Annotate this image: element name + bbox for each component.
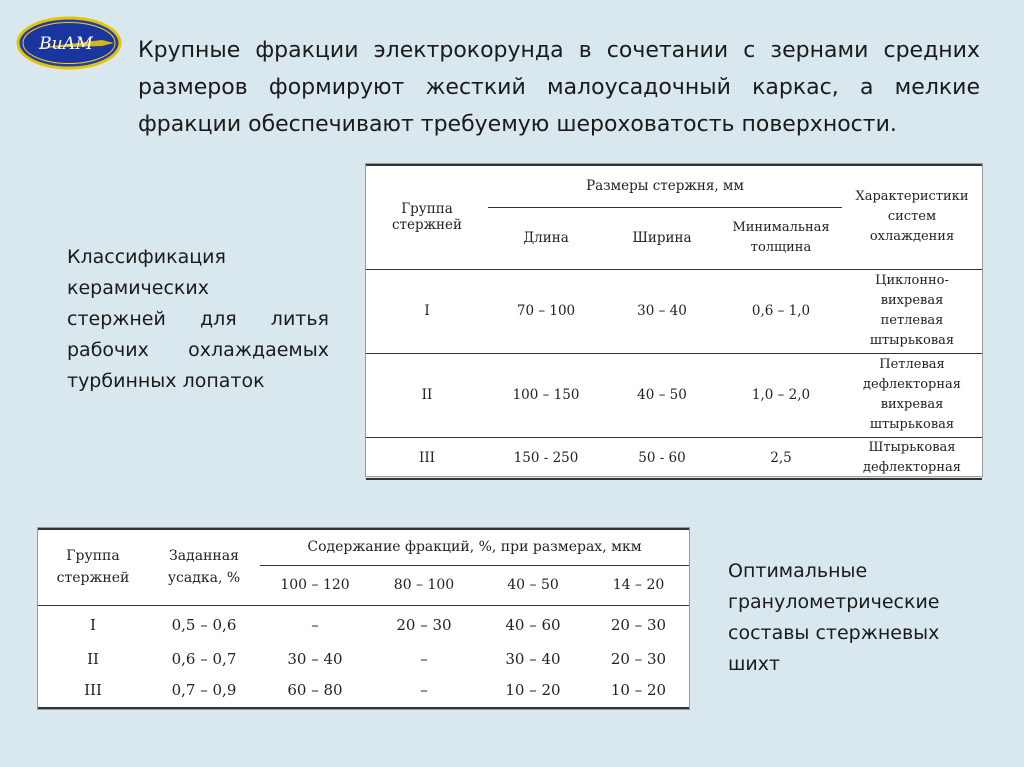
table-row — [38, 605, 689, 643]
fraction-cell: 40 – 60 — [505, 615, 561, 634]
table-row — [38, 644, 689, 674]
group-header: Группа стержней — [366, 165, 488, 269]
fraction-cell: 10 – 20 — [588, 674, 689, 708]
sizes-header: Размеры стержня, мм — [488, 165, 842, 207]
right-caption-line: шихт — [728, 653, 781, 675]
group-cell: II — [366, 353, 488, 437]
shrink-header: Заданная усадка, % — [148, 529, 260, 605]
thickness-cell: 1,0 – 2,0 — [720, 353, 842, 437]
thickness-cell: 2,5 — [720, 437, 842, 479]
cooling-cell: Петлевая дефлекторная вихревая штырьковая — [842, 353, 982, 437]
length-header: Длина — [488, 207, 604, 269]
fraction-cell: – — [311, 615, 319, 634]
fraction-cell: 60 – 80 — [260, 674, 370, 708]
thickness-header: Минимальная толщина — [720, 207, 842, 269]
fraction-cell: 20 – 30 — [610, 649, 667, 668]
size-header: 14 – 20 — [588, 565, 689, 605]
width-header: Ширина — [604, 207, 720, 269]
left-caption — [67, 242, 329, 397]
left-caption-line: рабочих охлаждаемых — [67, 339, 329, 361]
group-cell: II — [87, 649, 99, 668]
fraction-cell: 10 – 20 — [478, 674, 588, 708]
fraction-cell: 20 – 30 — [610, 615, 667, 634]
right-caption-line: гранулометрические — [728, 591, 940, 613]
length-cell: 70 – 100 — [488, 269, 604, 353]
fraction-cell: 30 – 40 — [505, 649, 561, 668]
shrink-cell: 0,5 – 0,6 — [171, 615, 237, 634]
right-caption-line: Оптимальные — [728, 560, 868, 582]
slide-title: Крупные фракции электрокорунда в сочетании с зернами средних размеров формируют жесткий малоусадочный каркас, а мелкие фракции обеспечивают требуемую шероховатость поверхности. — [138, 38, 980, 137]
table-row — [38, 674, 689, 708]
cooling-header: Характеристики систем охлаждения — [842, 165, 982, 269]
right-caption-line: составы стержневых — [728, 622, 940, 644]
logo-text: ВиАМ — [39, 34, 93, 54]
cooling-cell: Циклонно- вихревая петлевая штырьковая — [842, 269, 982, 353]
left-caption-line: стержней для литья — [67, 308, 329, 330]
thickness-cell: 0,6 – 1,0 — [720, 269, 842, 353]
fraction-cell: 20 – 30 — [396, 615, 452, 634]
fraction-cell: 30 – 40 — [287, 649, 343, 668]
size-header: 40 – 50 — [478, 565, 588, 605]
fraction-composition-table — [37, 527, 690, 710]
width-cell: 50 - 60 — [604, 437, 720, 479]
left-caption-line: Классификация — [67, 246, 226, 268]
table-row — [366, 437, 982, 479]
viam-logo — [16, 16, 122, 70]
group-cell: I — [90, 615, 96, 634]
content-header: Содержание фракций, %, при размерах, мкм — [260, 529, 689, 565]
core-classification-table — [365, 163, 983, 477]
shrink-cell: 0,6 – 0,7 — [171, 649, 237, 668]
group-cell: III — [38, 674, 148, 708]
table-row — [366, 353, 982, 437]
width-cell: 40 – 50 — [604, 353, 720, 437]
group-header: Группа стержней — [38, 529, 148, 605]
fraction-cell: – — [370, 674, 478, 708]
group-cell: III — [366, 437, 488, 479]
fraction-cell: – — [420, 649, 428, 668]
group-cell: I — [366, 269, 488, 353]
width-cell: 30 – 40 — [604, 269, 720, 353]
right-caption — [728, 556, 960, 680]
cooling-cell: Штырьковая дефлекторная — [842, 437, 982, 479]
left-caption-line: турбинных лопаток — [67, 370, 265, 392]
table-row — [366, 269, 982, 353]
size-header: 100 – 120 — [260, 565, 370, 605]
length-cell: 150 - 250 — [488, 437, 604, 479]
size-header: 80 – 100 — [370, 565, 478, 605]
left-caption-line: керамических — [67, 277, 209, 299]
shrink-cell: 0,7 – 0,9 — [148, 674, 260, 708]
length-cell: 100 – 150 — [488, 353, 604, 437]
